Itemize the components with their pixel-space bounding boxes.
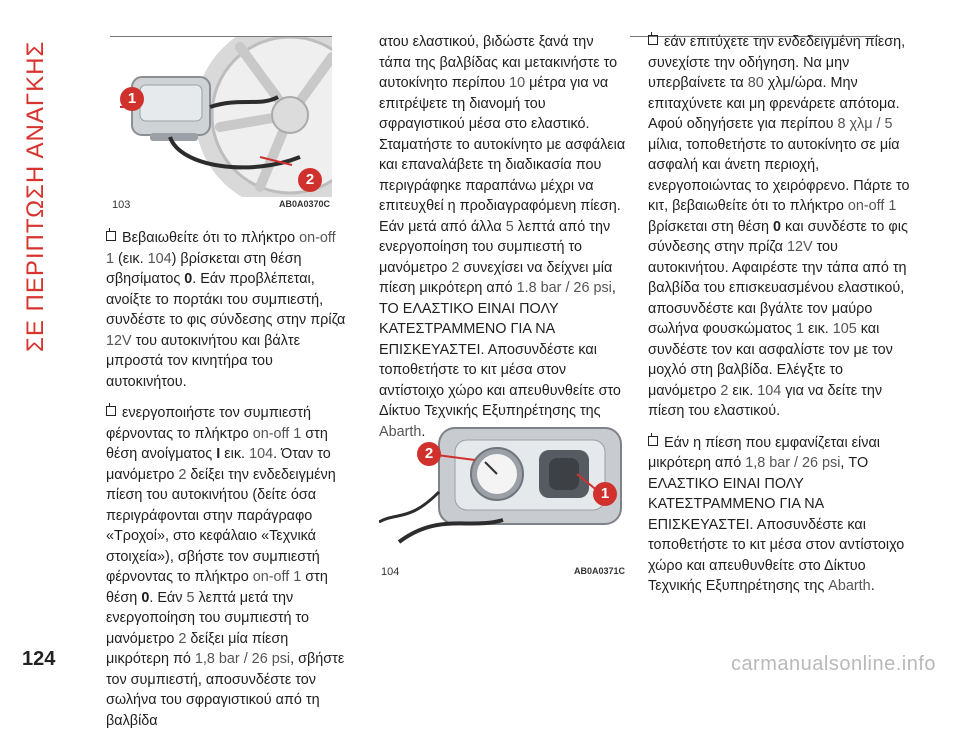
text-run: 2 (178, 466, 187, 483)
text-run: , ΤΟ ΕΛΑΣΤΙΚΟ ΕΙΝΑΙ ΠΟΛΥ ΚΑΤΕΣΤΡΑΜΜΕΝΟ ΓΙΑ ΝΑ ΕΠΙΣΚΕΥΑΣΤΕΙ. Αποσυνδέστε και τοποθετήστε το κιτ μέσα στον αντίστοιχο χώρο και απευθυνθείτε στο Δίκτυο Τεχνικής Εξυπηρέτησης της (648, 455, 905, 594)
checkbox-bullet-icon (648, 35, 658, 45)
text-run: Abarth (379, 423, 422, 440)
text-run: και συνδέστε τον και ασφαλίστε τον με τον μοχλό στη βαλβίδα. Ελέγξτε το μανόμετρο (648, 321, 893, 399)
text-run: λεπτά από την ενεργοποίηση του συμπιεστή το μανόμετρο (379, 218, 611, 276)
text-run: 2 (451, 259, 460, 276)
text-run: εικ. (220, 446, 250, 462)
text-run: ενεργοποιήστε τον συμπιεστή φέρνοντας το πλήκτρο (106, 405, 311, 442)
text-run: 104 (757, 382, 782, 399)
watermark: carmanualsonline.info (730, 653, 936, 675)
text-run: 1,8 bar / 26 psi (745, 455, 841, 471)
text-run: του αυτοκινήτου. Αφαιρέστε την τάπα από τη βαλβίδα του επισκευασμένου ελαστικού, αποσυνδέστε και βγάλτε τον μαύρο σωλήνα φουσκώματος (648, 239, 907, 337)
page-number: 124 (22, 648, 56, 670)
text-column-3 (648, 32, 910, 608)
text-run: 0 (141, 589, 150, 606)
text-run: εικ. (728, 382, 758, 399)
checkbox-bullet-icon (106, 231, 116, 241)
text-run: 12V (106, 332, 132, 349)
text-run: ) βρίσκεται στη θέση σβησίματος (106, 250, 302, 287)
text-run: μέτρα για να επιτρέψετε τη διανομή του σφραγιστικού μέσα στο ελαστικό. Σταματήστε το αυτοκίνητο με ασφάλεια και επαναλάβετε τη διαδικασία που περιγράφηκε παραπάνω μέχρι να επιτευχθεί η προδιαγραφόμενη πίεση. Εάν μετά από άλλα (379, 75, 626, 235)
text-run: 1 (795, 321, 804, 337)
text-run: 5 (186, 589, 195, 606)
text-run: χλμ/ώρα. Μην επιταχύνετε και μη φρενάρετε απότομα. Αφού οδηγήσετε για περίπου (648, 75, 900, 132)
text-run: 1.8 bar / 26 psi (516, 280, 612, 296)
text-run: . (421, 423, 426, 440)
figure-code: AB0A0370C (278, 199, 330, 209)
text-run: . Εάν προβλέπεται, ανοίξτε το πορτάκι του συμπιεστή, συνδέστε το φις σύνδεσης στην πρίζα (106, 271, 346, 328)
section-title: ΣΕ ΠΕΡΙΠΤΩΣΗ ΑΝΑΓΚΗΣ (22, 40, 49, 352)
text-run: (εικ. (114, 250, 148, 267)
figure-number: 104 (381, 566, 400, 578)
instruction-paragraph (106, 403, 346, 731)
text-run: I (216, 446, 221, 462)
text-run: στη θέση (106, 569, 328, 606)
text-run: . (870, 578, 875, 594)
text-run: , σβήστε τον συμπιεστή, αποσυνδέστε τον σωλήνα του σφραγιστικού από τη βαλβίδα (106, 651, 345, 729)
figure-caption (110, 199, 332, 213)
text-column-2 (379, 32, 629, 453)
text-run: μίλια, τοποθετήστε το αυτοκίνητο σε μία ασφαλή και άνετη περιοχή, ενεργοποιώντας το χειρόφρενο. Πάρτε το κιτ, βεβαιωθείτε ότι το πλήκτρο (648, 136, 910, 214)
text-run: 105 (832, 321, 857, 337)
text-run: εάν επιτύχετε την ενδεδειγμένη πίεση, συνεχίστε την οδήγηση. Να μην υπερβαίνετε τα (648, 34, 906, 91)
text-run: 5 (505, 218, 514, 235)
text-run: βρίσκεται στη θέση (648, 218, 774, 235)
text-run: 104 (249, 446, 274, 462)
checkbox-bullet-icon (106, 406, 116, 416)
text-run: δείξει την ενδεδειγμένη πίεση του αυτοκινήτου (δείτε όσα περιγράφονται στην παράγραφο «Τροχοί», στο κεφάλαιο «Τεχνικά στοιχεία»), σβήστε τον συμπιεστή φέρνοντας το πλήκτρο (106, 466, 336, 585)
text-run: on-off 1 (106, 230, 336, 267)
callout-1: 1 (120, 87, 144, 111)
text-run: 104 (147, 250, 172, 267)
figure-number: 103 (112, 199, 131, 211)
text-run: για να δείτε την πίεση του ελαστικού. (648, 382, 883, 419)
figure-code: AB0A0371C (573, 566, 625, 576)
text-run: on-off 1 (252, 425, 302, 442)
text-run: Abarth (828, 578, 871, 594)
text-run: 2 (178, 630, 187, 647)
text-run: 1,8 bar / 26 psi (194, 651, 291, 667)
checkbox-bullet-icon (648, 436, 658, 446)
instruction-paragraph (648, 433, 910, 597)
callout-2: 2 (298, 168, 322, 192)
callout-2: 2 (417, 442, 441, 466)
instruction-paragraph (106, 228, 346, 392)
text-run: συνεχίσει να δείχνει μία πίεση μικρότερη από (379, 259, 613, 296)
text-run: 8 χλμ / 5 (837, 116, 893, 132)
text-run: εικ. (803, 321, 833, 337)
text-run: 80 (747, 75, 764, 91)
text-run: λεπτά μετά την ενεργοποίηση του συμπιεστή το μανόμετρο (106, 589, 310, 647)
text-run: στη θέση ανοίγματος (106, 425, 328, 462)
figure-caption (379, 566, 627, 580)
text-run: δείξει μία πίεση μικρότερη πό (106, 630, 289, 667)
text-run: 10 (509, 75, 526, 91)
text-column-1 (106, 228, 346, 742)
text-run: ατου ελαστικού, βιδώστε ξανά την τάπα της βαλβίδας και μετακινήστε το αυτοκίνητο περίπου (379, 34, 618, 91)
text-run: και συνδέστε το φις σύνδεσης στην πρίζα (648, 218, 908, 255)
text-run: . Όταν το μανόμετρο (106, 446, 331, 483)
callout-1: 1 (593, 482, 617, 506)
text-run: του αυτοκινήτου και βάλτε μπροστά τον κινητήρα του αυτοκινήτου. (106, 332, 301, 390)
text-run: , ΤΟ ΕΛΑΣΤΙΚΟ ΕΙΝΑΙ ΠΟΛΥ ΚΑΤΕΣΤΡΑΜΜΕΝΟ ΓΙΑ ΝΑ ΕΠΙΣΚΕΥΑΣΤΕΙ. Αποσυνδέστε και τοποθετήστε το κιτ μέσα στον αντίστοιχο χώρο και απευθυνθείτε στο Δίκτυο Τεχνικής Εξυπηρέτησης της (379, 280, 621, 419)
text-run: 12V (786, 239, 813, 255)
text-run: Βεβαιωθείτε ότι το πλήκτρο (122, 230, 300, 246)
text-run: on-off 1 (252, 569, 302, 585)
instruction-paragraph (648, 32, 910, 422)
text-run: 0 (773, 218, 782, 235)
text-run: 0 (184, 271, 193, 287)
text-run: 2 (720, 382, 729, 399)
text-run: Εάν η πίεση που εμφανίζεται είναι μικρότερη από (648, 434, 880, 471)
instruction-paragraph (379, 32, 629, 442)
figure-103 (110, 37, 332, 213)
text-run: on-off 1 (847, 198, 897, 214)
text-run: . Εάν (149, 589, 187, 606)
